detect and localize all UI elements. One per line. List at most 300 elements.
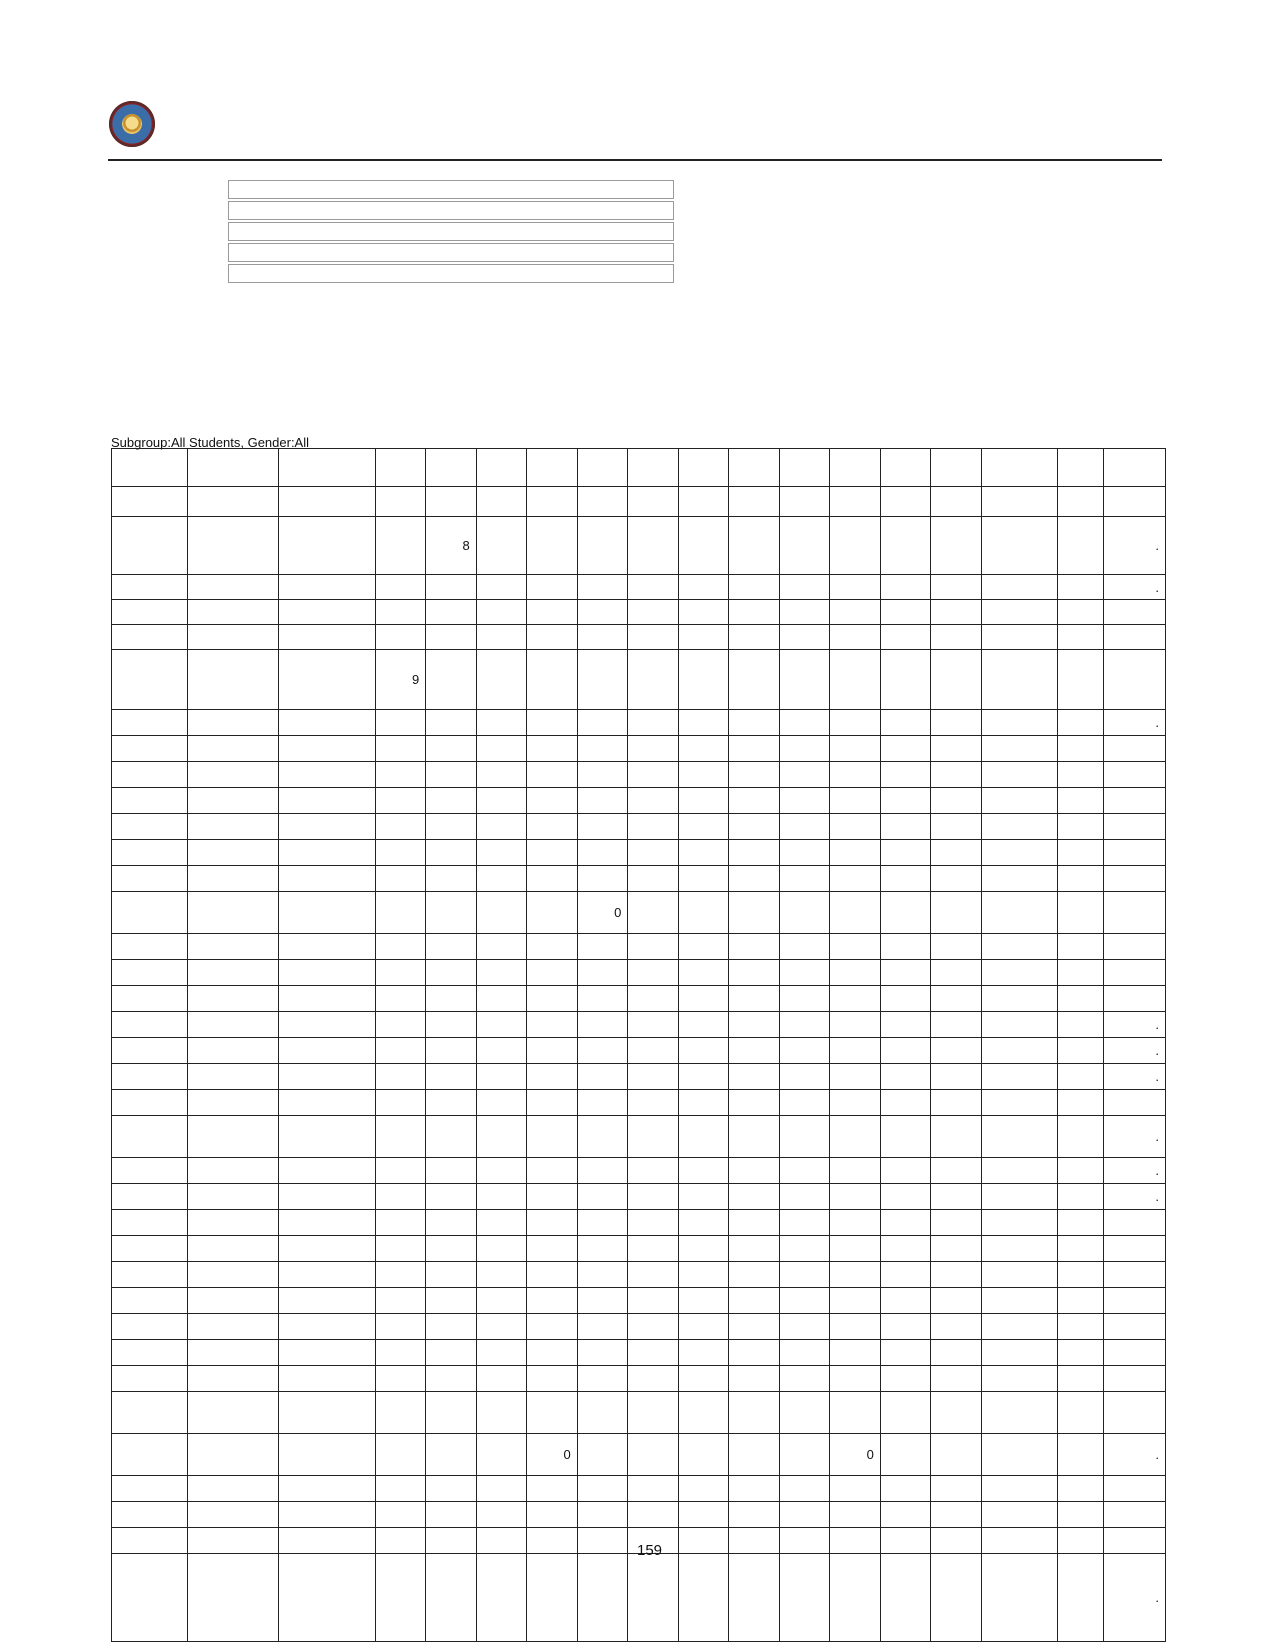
- table-cell: [628, 449, 679, 487]
- table-cell: [278, 986, 375, 1012]
- table-cell: [931, 1288, 982, 1314]
- table-cell: [426, 1012, 477, 1038]
- table-cell: [476, 1012, 527, 1038]
- table-cell: [1057, 1262, 1103, 1288]
- table-cell: [1057, 625, 1103, 650]
- table-caption: Subgroup:All Students, Gender:All: [111, 435, 310, 450]
- table-cell: [527, 1392, 578, 1434]
- table-cell: [426, 1116, 477, 1158]
- table-cell: [527, 1064, 578, 1090]
- table-cell: [278, 1090, 375, 1116]
- table-cell: [628, 1476, 679, 1502]
- table-cell: [779, 625, 830, 650]
- table-cell: [678, 986, 729, 1012]
- table-cell: [527, 650, 578, 710]
- table-cell: [931, 736, 982, 762]
- table-cell: [628, 934, 679, 960]
- table-row: [112, 960, 1166, 986]
- table-cell: [628, 1038, 679, 1064]
- table-cell: [187, 1434, 278, 1476]
- table-cell: [880, 487, 931, 517]
- table-cell: [830, 1262, 881, 1288]
- table-cell: [476, 814, 527, 840]
- table-cell: [779, 1434, 830, 1476]
- table-cell: [981, 517, 1057, 575]
- table-cell: [931, 1236, 982, 1262]
- table-cell: [981, 1090, 1057, 1116]
- table-cell: [830, 1340, 881, 1366]
- table-cell: [375, 1434, 426, 1476]
- table-cell: [729, 1288, 780, 1314]
- table-cell: [729, 1554, 780, 1642]
- table-row: [112, 1236, 1166, 1262]
- table-cell: [830, 986, 881, 1012]
- table-cell: [981, 625, 1057, 650]
- table-cell: [187, 1210, 278, 1236]
- table-cell: [678, 449, 729, 487]
- table-cell: [981, 1038, 1057, 1064]
- table-cell: [577, 517, 628, 575]
- table-cell: [1104, 1340, 1166, 1366]
- table-cell: [830, 788, 881, 814]
- table-cell: [187, 1476, 278, 1502]
- table-cell: [577, 814, 628, 840]
- table-cell: [931, 934, 982, 960]
- table-cell: [278, 960, 375, 986]
- table-cell: [187, 1314, 278, 1340]
- table-cell: [426, 575, 477, 600]
- table-cell: [779, 762, 830, 788]
- table-cell: [931, 1502, 982, 1528]
- table-row: [112, 1262, 1166, 1288]
- table-cell: [187, 1528, 278, 1554]
- table-cell: [981, 1554, 1057, 1642]
- table-cell: [628, 517, 679, 575]
- table-cell: [931, 866, 982, 892]
- table-cell: [278, 600, 375, 625]
- table-cell: [375, 934, 426, 960]
- table-cell: [112, 487, 188, 517]
- table-cell: [1104, 1366, 1166, 1392]
- table-cell: [880, 1434, 931, 1476]
- form-field-box: [228, 264, 674, 283]
- table-cell: [678, 710, 729, 736]
- table-cell: [278, 1158, 375, 1184]
- table-cell: [880, 1502, 931, 1528]
- table-cell: [426, 1392, 477, 1434]
- table-row: [112, 1314, 1166, 1340]
- table-cell: [187, 625, 278, 650]
- table-cell: [880, 736, 931, 762]
- table-cell: [678, 1064, 729, 1090]
- table-cell: [187, 575, 278, 600]
- table-cell: [1057, 1184, 1103, 1210]
- table-cell: [426, 960, 477, 986]
- table-cell: [112, 1262, 188, 1288]
- table-cell: [1057, 1012, 1103, 1038]
- table-cell: [678, 1392, 729, 1434]
- page-number: 159: [637, 1542, 663, 1559]
- table-cell: [729, 762, 780, 788]
- table-cell: [729, 1434, 780, 1476]
- table-cell: .: [1104, 1158, 1166, 1184]
- table-cell: [729, 1366, 780, 1392]
- table-cell: [981, 1476, 1057, 1502]
- table-cell: [187, 449, 278, 487]
- table-cell: [628, 788, 679, 814]
- table-cell: [577, 650, 628, 710]
- table-cell: [112, 892, 188, 934]
- table-cell: [1057, 986, 1103, 1012]
- table-cell: [527, 449, 578, 487]
- table-cell: [112, 986, 188, 1012]
- table-cell: [577, 986, 628, 1012]
- table-cell: [830, 960, 881, 986]
- table-cell: [678, 1528, 729, 1554]
- table-cell: [830, 1210, 881, 1236]
- table-cell: [628, 960, 679, 986]
- table-cell: [931, 1158, 982, 1184]
- table-cell: [112, 1210, 188, 1236]
- table-cell: [880, 1314, 931, 1340]
- table-cell: [112, 1476, 188, 1502]
- table-cell: [1057, 1116, 1103, 1158]
- table-cell: [476, 1116, 527, 1158]
- table-cell: [628, 487, 679, 517]
- table-cell: [931, 814, 982, 840]
- table-cell: [1104, 960, 1166, 986]
- table-cell: [426, 1476, 477, 1502]
- table-cell: [1057, 840, 1103, 866]
- table-cell: [187, 517, 278, 575]
- table-cell: [931, 1314, 982, 1340]
- table-cell: [628, 1116, 679, 1158]
- table-cell: [426, 814, 477, 840]
- table-cell: [426, 1288, 477, 1314]
- table-cell: [830, 625, 881, 650]
- table-cell: [426, 650, 477, 710]
- table-cell: [779, 1210, 830, 1236]
- table-cell: [880, 840, 931, 866]
- table-cell: [628, 814, 679, 840]
- table-cell: [1057, 1502, 1103, 1528]
- table-cell: [931, 1554, 982, 1642]
- table-cell: [880, 575, 931, 600]
- table-cell: [1057, 575, 1103, 600]
- table-cell: [678, 575, 729, 600]
- table-cell: [112, 575, 188, 600]
- table-cell: [112, 1236, 188, 1262]
- table-cell: [729, 892, 780, 934]
- table-cell: .: [1104, 1554, 1166, 1642]
- table-cell: [577, 840, 628, 866]
- table-cell: [830, 1236, 881, 1262]
- table-cell: [527, 1262, 578, 1288]
- data-table: [111, 448, 1166, 1642]
- table-cell: [476, 762, 527, 788]
- table-cell: [476, 1184, 527, 1210]
- table-cell: [1057, 788, 1103, 814]
- table-cell: [1104, 449, 1166, 487]
- table-cell: [187, 866, 278, 892]
- table-cell: [375, 1236, 426, 1262]
- table-cell: [375, 814, 426, 840]
- table-cell: [1057, 934, 1103, 960]
- table-cell: [830, 736, 881, 762]
- table-cell: [187, 986, 278, 1012]
- table-cell: [628, 762, 679, 788]
- table-cell: [577, 1288, 628, 1314]
- table-row: [112, 449, 1166, 487]
- table-cell: [1104, 650, 1166, 710]
- table-cell: [375, 986, 426, 1012]
- table-cell: [375, 1064, 426, 1090]
- table-cell: [527, 1012, 578, 1038]
- table-cell: [880, 1340, 931, 1366]
- table-cell: [628, 600, 679, 625]
- state-seal-logo: [109, 101, 155, 147]
- table-cell: [527, 1366, 578, 1392]
- table-cell: [931, 1184, 982, 1210]
- table-cell: [577, 1158, 628, 1184]
- table-row: [112, 650, 1166, 710]
- table-cell: [931, 1064, 982, 1090]
- table-cell: [375, 1528, 426, 1554]
- table-cell: [880, 1012, 931, 1038]
- table-row: [112, 1340, 1166, 1366]
- table-cell: [187, 1502, 278, 1528]
- table-cell: [577, 1236, 628, 1262]
- table-row: [112, 1366, 1166, 1392]
- table-cell: [112, 1038, 188, 1064]
- table-cell: [112, 1116, 188, 1158]
- table-cell: [1104, 762, 1166, 788]
- table-cell: [476, 1528, 527, 1554]
- table-cell: [981, 1210, 1057, 1236]
- table-cell: [527, 814, 578, 840]
- table-cell: [577, 449, 628, 487]
- table-cell: [628, 1236, 679, 1262]
- table-cell: [628, 986, 679, 1012]
- table-cell: [577, 575, 628, 600]
- table-cell: [830, 1314, 881, 1340]
- table-cell: [278, 1502, 375, 1528]
- table-cell: [476, 650, 527, 710]
- table-cell: [729, 600, 780, 625]
- table-cell: [779, 1366, 830, 1392]
- table-cell: [112, 517, 188, 575]
- table-cell: [628, 1184, 679, 1210]
- table-cell: [278, 1392, 375, 1434]
- table-cell: [527, 960, 578, 986]
- table-cell: [981, 710, 1057, 736]
- table-cell: [678, 517, 729, 575]
- table-cell: [476, 517, 527, 575]
- table-cell: [880, 1210, 931, 1236]
- table-cell: [678, 788, 729, 814]
- table-cell: [187, 710, 278, 736]
- table-cell: [628, 1502, 679, 1528]
- table-cell: [375, 960, 426, 986]
- table-cell: [577, 1064, 628, 1090]
- table-cell: [577, 788, 628, 814]
- table-cell: [426, 1554, 477, 1642]
- table-cell: [426, 1064, 477, 1090]
- table-cell: [112, 1012, 188, 1038]
- table-cell: [187, 892, 278, 934]
- table-cell: [678, 1502, 729, 1528]
- table-cell: [729, 1340, 780, 1366]
- table-cell: [426, 449, 477, 487]
- table-cell: [1057, 1064, 1103, 1090]
- table-cell: [678, 1184, 729, 1210]
- table-cell: [931, 960, 982, 986]
- table-cell: [729, 866, 780, 892]
- table-cell: [779, 840, 830, 866]
- table-cell: [112, 1554, 188, 1642]
- table-cell: [830, 1012, 881, 1038]
- table-row: [112, 1392, 1166, 1434]
- table-cell: [476, 934, 527, 960]
- table-cell: [577, 1314, 628, 1340]
- table-cell: [476, 1366, 527, 1392]
- table-cell: [1104, 1210, 1166, 1236]
- table-cell: [278, 1116, 375, 1158]
- table-cell: [527, 1340, 578, 1366]
- table-cell: [628, 1314, 679, 1340]
- table-cell: [628, 1012, 679, 1038]
- table-cell: [1057, 762, 1103, 788]
- table-cell: [476, 960, 527, 986]
- table-cell: [426, 788, 477, 814]
- table-cell: [880, 762, 931, 788]
- table-cell: [628, 575, 679, 600]
- table-cell: [1057, 1366, 1103, 1392]
- table-cell: [729, 1116, 780, 1158]
- table-cell: [1104, 934, 1166, 960]
- table-cell: [830, 840, 881, 866]
- table-cell: [187, 1038, 278, 1064]
- table-cell: [375, 600, 426, 625]
- table-cell: [880, 1038, 931, 1064]
- table-cell: [628, 1158, 679, 1184]
- table-cell: [1104, 1392, 1166, 1434]
- table-cell: [779, 575, 830, 600]
- table-cell: [981, 575, 1057, 600]
- table-row: [112, 866, 1166, 892]
- table-cell: [830, 762, 881, 788]
- table-cell: [278, 1434, 375, 1476]
- table-cell: [729, 1392, 780, 1434]
- table-cell: [678, 1366, 729, 1392]
- table-cell: [1104, 1528, 1166, 1554]
- table-cell: [931, 1262, 982, 1288]
- table-cell: [880, 1064, 931, 1090]
- table-cell: [112, 1392, 188, 1434]
- table-cell: [527, 788, 578, 814]
- table-row: [112, 575, 1166, 600]
- table-cell: [278, 866, 375, 892]
- table-cell: [278, 517, 375, 575]
- table-cell: [426, 1090, 477, 1116]
- table-cell: [981, 1236, 1057, 1262]
- table-cell: [729, 1314, 780, 1340]
- table-cell: [880, 1288, 931, 1314]
- table-cell: [931, 1476, 982, 1502]
- table-cell: [577, 1502, 628, 1528]
- table-cell: [426, 1434, 477, 1476]
- table-cell: [981, 1262, 1057, 1288]
- table-cell: [729, 736, 780, 762]
- table-cell: [981, 1340, 1057, 1366]
- table-cell: [426, 1210, 477, 1236]
- table-cell: [527, 934, 578, 960]
- table-row: [112, 1434, 1166, 1476]
- table-cell: 9: [375, 650, 426, 710]
- table-cell: [278, 1012, 375, 1038]
- table-cell: [931, 1038, 982, 1064]
- table-cell: [476, 1476, 527, 1502]
- table-cell: [830, 1064, 881, 1090]
- table-row: [112, 600, 1166, 625]
- table-cell: [187, 1554, 278, 1642]
- table-cell: [426, 866, 477, 892]
- table-cell: [830, 487, 881, 517]
- table-cell: [112, 814, 188, 840]
- table-cell: [779, 1340, 830, 1366]
- table-cell: [577, 1210, 628, 1236]
- table-cell: [527, 1554, 578, 1642]
- table-cell: [779, 1476, 830, 1502]
- table-cell: [830, 1366, 881, 1392]
- table-cell: [779, 788, 830, 814]
- table-cell: [527, 1116, 578, 1158]
- table-cell: [779, 1038, 830, 1064]
- table-cell: [931, 575, 982, 600]
- table-cell: [187, 1158, 278, 1184]
- table-cell: [527, 1158, 578, 1184]
- table-cell: [187, 934, 278, 960]
- table-cell: [880, 1184, 931, 1210]
- table-cell: [527, 1038, 578, 1064]
- table-cell: [931, 710, 982, 736]
- table-cell: [1057, 1038, 1103, 1064]
- table-cell: [729, 960, 780, 986]
- table-cell: [577, 600, 628, 625]
- table-cell: [187, 1116, 278, 1158]
- table-cell: [830, 892, 881, 934]
- table-cell: [880, 1090, 931, 1116]
- table-cell: [1057, 487, 1103, 517]
- table-cell: [426, 1528, 477, 1554]
- table-cell: [931, 1528, 982, 1554]
- table-cell: [112, 625, 188, 650]
- table-cell: [779, 1236, 830, 1262]
- table-cell: [1057, 1314, 1103, 1340]
- table-cell: 8: [426, 517, 477, 575]
- table-cell: [187, 788, 278, 814]
- table-cell: [426, 1158, 477, 1184]
- table-cell: [931, 788, 982, 814]
- table-cell: [375, 449, 426, 487]
- table-cell: [931, 487, 982, 517]
- table-cell: [187, 1340, 278, 1366]
- table-cell: [981, 600, 1057, 625]
- table-cell: [931, 1366, 982, 1392]
- table-cell: [375, 625, 426, 650]
- table-cell: [375, 840, 426, 866]
- table-cell: [779, 1288, 830, 1314]
